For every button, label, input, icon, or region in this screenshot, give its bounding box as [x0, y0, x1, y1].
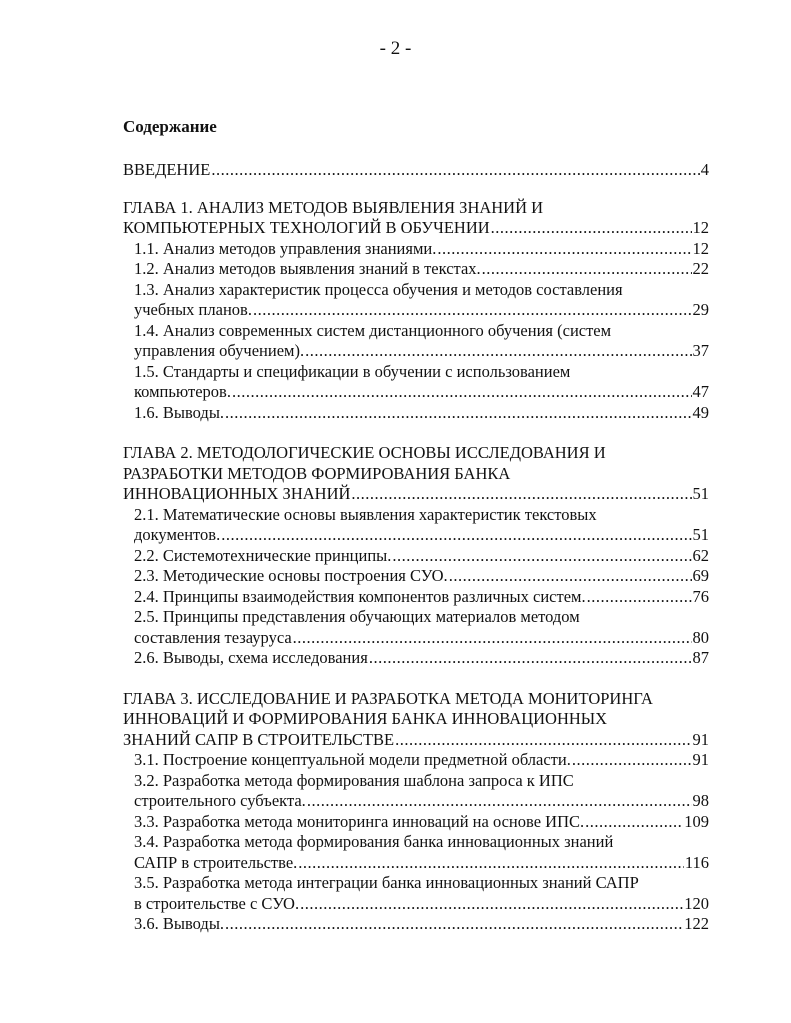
section-entry	[123, 341, 709, 362]
table-of-contents	[123, 160, 709, 955]
dot-leader	[351, 484, 691, 505]
section-entry-text: 3.4. Разработка метода формирования банка инновационных знаний	[134, 832, 614, 851]
section-entry-text: 2.3. Методические основы построения СУО.	[134, 566, 448, 585]
section-entry-text: САПР в строительстве.	[134, 852, 298, 872]
dot-leader	[572, 750, 692, 771]
dot-leader	[491, 218, 692, 239]
chapter-block	[123, 689, 709, 935]
dot-leader	[395, 730, 691, 751]
chapter-heading-text: ГЛАВА 1. АНАЛИЗ МЕТОДОВ ВЫЯВЛЕНИЯ ЗНАНИЙ И	[123, 197, 544, 217]
section-entry-page: 49	[692, 402, 709, 422]
section-entry-text: составления тезауруса	[134, 627, 292, 647]
section-entry	[123, 628, 709, 649]
section-entry-page: 51	[692, 525, 709, 544]
section-entry	[123, 239, 709, 260]
dot-leader	[437, 239, 691, 260]
section-entry	[123, 259, 709, 280]
section-entry-text: 1.5. Стандарты и спецификации в обучении с использованием	[134, 361, 571, 381]
dot-leader	[293, 628, 692, 649]
section-entry	[123, 403, 709, 424]
section-entry	[123, 546, 709, 567]
section-entry-text: 1.4. Анализ современных систем дистанционного обучения (систем	[134, 320, 612, 340]
section-entry-page: 62	[692, 545, 709, 565]
page-number: - 2 -	[379, 38, 412, 59]
section-entry	[123, 750, 709, 771]
chapter-heading-text: РАЗРАБОТКИ МЕТОДОВ ФОРМИРОВАНИЯ БАНКА	[123, 463, 511, 483]
toc-title: Содержание	[123, 117, 217, 136]
section-entry	[123, 914, 709, 935]
dot-leader	[392, 546, 691, 567]
section-entry-page: 47	[692, 382, 709, 401]
section-entry-text: строительного субъекта.	[134, 791, 306, 810]
section-entry-text: 3.5. Разработка метода интеграции банка инновационных знаний САПР	[134, 873, 639, 892]
section-entry	[123, 791, 709, 812]
chapter-heading-page: 51	[692, 484, 709, 503]
chapter-heading	[123, 484, 709, 505]
section-entry-page: 87	[692, 648, 709, 667]
section-entry	[123, 648, 709, 669]
chapter-block	[123, 198, 709, 424]
dot-leader	[211, 160, 699, 181]
dot-leader	[587, 587, 692, 608]
section-entry-text: 1.1. Анализ методов управления знаниями.	[134, 238, 437, 258]
section-entry-text: 1.3. Анализ характеристик процесса обучения и методов составления	[134, 279, 623, 299]
section-entry-text: 3.3. Разработка метода мониторинга инноваций на основе ИПС.	[134, 811, 585, 831]
chapter-heading-text: КОМПЬЮТЕРНЫХ ТЕХНОЛОГИЙ В ОБУЧЕНИИ	[123, 218, 490, 237]
section-entry	[123, 853, 709, 874]
dot-leader	[225, 403, 691, 424]
section-entry	[123, 382, 709, 403]
toc-entry-text: ВВЕДЕНИЕ	[123, 160, 211, 179]
section-entry-page: 122	[684, 914, 709, 933]
section-entry-page: 76	[692, 586, 709, 606]
section-entry-page: 37	[692, 341, 709, 360]
chapter-list	[123, 198, 709, 935]
section-entry-text: документов.	[134, 525, 221, 544]
section-entry-page: 91	[692, 750, 709, 769]
section-entry-text: 3.6. Выводы.	[134, 914, 225, 933]
section-entry	[123, 812, 709, 833]
section-entry-page: 22	[692, 259, 709, 278]
section-entry-text: управления обучением).	[134, 341, 305, 360]
section-entry	[123, 300, 709, 321]
section-entry-page: 29	[692, 300, 709, 319]
dot-leader	[298, 853, 684, 874]
dot-leader	[482, 259, 692, 280]
dot-leader	[225, 914, 683, 935]
section-entry-page: 69	[692, 566, 709, 585]
section-entry-text: компьютеров.	[134, 382, 231, 401]
chapter-heading	[123, 730, 709, 751]
chapter-heading-text: ГЛАВА 2. МЕТОДОЛОГИЧЕСКИЕ ОСНОВЫ ИССЛЕДОВАНИЯ И	[123, 443, 606, 462]
section-entry-text: учебных планов.	[134, 300, 252, 319]
section-entry	[123, 525, 709, 546]
section-entry-text: 1.2. Анализ методов выявления знаний в текстах.	[134, 259, 481, 278]
section-entry-page: 109	[684, 811, 709, 831]
section-entry	[123, 894, 709, 915]
dot-leader	[300, 894, 683, 915]
section-entry-text: 2.4. Принципы взаимодействия компонентов различных систем.	[134, 586, 586, 606]
chapter-heading-text: ИННОВАЦИОННЫХ ЗНАНИЙ	[123, 484, 351, 503]
toc-entry-page: 4	[700, 160, 709, 179]
dot-leader	[369, 648, 692, 669]
dot-leader	[585, 812, 683, 833]
chapter-block	[123, 443, 709, 669]
section-entry-page: 12	[692, 238, 709, 258]
section-entry-text: 3.2. Разработка метода формирования шаблона запроса к ИПС	[134, 770, 574, 790]
section-entry-page: 116	[684, 852, 709, 872]
section-entry-page: 80	[692, 627, 709, 647]
dot-leader	[232, 382, 692, 403]
chapter-heading-page: 12	[692, 218, 709, 237]
chapter-heading	[123, 218, 709, 239]
section-entry-text: 2.6. Выводы, схема исследования	[134, 648, 368, 667]
chapter-heading-text: ИННОВАЦИЙ И ФОРМИРОВАНИЯ БАНКА ИННОВАЦИОННЫХ	[123, 709, 608, 728]
dot-leader	[307, 791, 692, 812]
toc-entry-intro	[123, 160, 709, 181]
section-entry-text: 2.1. Математические основы выявления характеристик текстовых	[134, 504, 597, 524]
section-entry-text: 1.6. Выводы.	[134, 402, 225, 422]
dot-leader	[449, 566, 692, 587]
section-entry	[123, 566, 709, 587]
dot-leader	[305, 341, 691, 362]
dot-leader	[253, 300, 692, 321]
section-entry	[123, 587, 709, 608]
section-entry-text: 2.2. Системотехнические принципы.	[134, 545, 392, 565]
section-entry-text: 2.5. Принципы представления обучающих материалов методом	[134, 607, 580, 626]
section-entry-text: 3.1. Построение концептуальной модели предметной области.	[134, 750, 571, 769]
section-entry-text: в строительстве с СУО.	[134, 893, 300, 913]
dot-leader	[221, 525, 691, 546]
chapter-heading-page: 91	[692, 729, 709, 749]
section-entry-page: 120	[684, 893, 709, 913]
section-entry-page: 98	[692, 791, 709, 810]
chapter-heading-text: ЗНАНИЙ САПР В СТРОИТЕЛЬСТВЕ	[123, 729, 395, 749]
chapter-heading-text: ГЛАВА 3. ИССЛЕДОВАНИЕ И РАЗРАБОТКА МЕТОДА МОНИТОРИНГА	[123, 688, 653, 708]
